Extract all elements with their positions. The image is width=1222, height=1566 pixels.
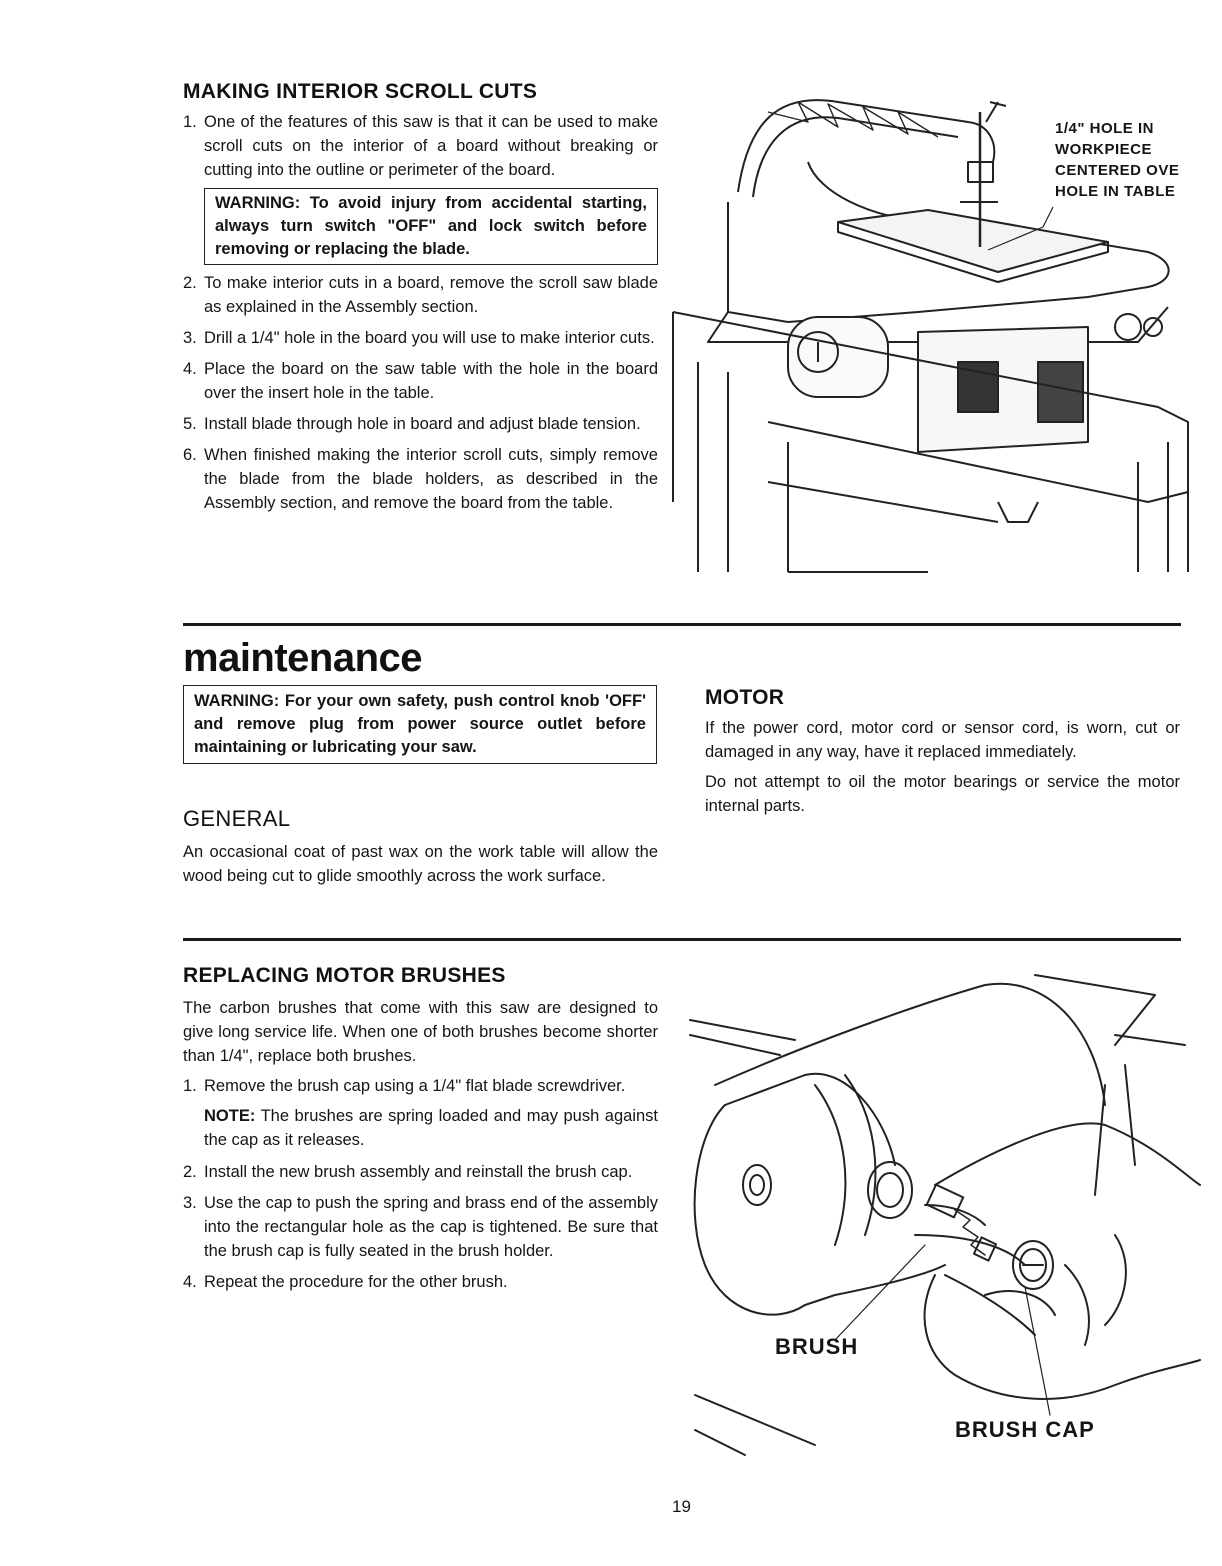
step-text: Place the board on the saw table with the hole in the board over the insert hole in the table. [204,360,658,402]
step-text: Install blade through hole in board and adjust blade tension. [204,415,641,433]
step-number: 5. [183,415,197,433]
motor-title: MOTOR [705,686,785,709]
step-text: Remove the brush cap using a 1/4" flat blade screwdriver. [204,1077,626,1095]
step-text: Drill a 1/4" hole in the board you will use to make interior cuts. [204,329,655,347]
list-item [183,1074,658,1098]
step-number: 3. [183,329,197,347]
step-text: Use the cap to push the spring and brass end of the assembly into the rectangular hole as the cap is tightened. Be sure that the brush cap is fully seated in the brush holder. [204,1194,658,1260]
list-item [183,412,658,436]
list-item [183,443,658,515]
scroll-steps-list-cont [183,271,658,515]
step-text: Repeat the procedure for the other brush. [204,1273,508,1291]
scroll-cuts-section [183,80,658,522]
general-text: An occasional coat of past wax on the work table will allow the wood being cut to glide smoothly across the work surface. [183,843,658,885]
callout-line: HOLE IN TABLE [1055,183,1176,200]
brushes-note [183,1104,658,1152]
step-number: 2. [183,1163,197,1181]
brush-label: BRUSH [775,1334,859,1359]
step-number: 3. [183,1194,197,1212]
brushes-title: REPLACING MOTOR BRUSHES [183,964,506,987]
motor-paragraph-2: Do not attempt to oil the motor bearings or service the motor internal parts. [705,773,1180,815]
note-label: NOTE: [204,1107,256,1125]
brushes-section [183,964,658,1301]
general-title: GENERAL [183,806,291,831]
scroll-warning-text: WARNING: To avoid injury from accidental starting, always turn switch "OFF" and lock switch before removing or replacing the blade. [215,194,647,258]
motor-section [705,686,1180,818]
list-item [183,326,658,350]
divider-bottom [183,938,1181,941]
brushes-intro: The carbon brushes that come with this saw are designed to give long service life. When one of both brushes become shorter than 1/4", replace both brushes. [183,999,658,1065]
list-item [183,110,658,182]
scroll-steps-list [183,110,658,182]
note-text: The brushes are spring loaded and may push against the cap as it releases. [204,1107,658,1149]
callout-line: CENTERED OVE [1055,162,1180,179]
callout-line: 1/4" HOLE IN [1055,120,1154,137]
list-item [183,357,658,405]
step-number: 6. [183,446,197,464]
page-number: 19 [672,1497,691,1516]
step-text: When finished making the interior scroll cuts, simply remove the blade from the blade holders, as described in the Assembly section, and remove the board from the table. [204,446,658,512]
maintenance-warning-box [183,685,657,764]
callout-line: WORKPIECE [1055,141,1153,158]
list-item [183,1191,658,1263]
brush-cap-label: BRUSH CAP [955,1417,1095,1442]
motor-paragraph-1: If the power cord, motor cord or sensor cord, is worn, cut or damaged in any way, have it replaced immediately. [705,719,1180,761]
step-text: One of the features of this saw is that it can be used to make scroll cuts on the interior of a board without breaking or cutting into the outline or perimeter of the board. [204,113,658,179]
scroll-cuts-title: MAKING INTERIOR SCROLL CUTS [183,80,538,103]
hole-callout [1055,118,1215,202]
step-text: To make interior cuts in a board, remove the scroll saw blade as explained in the Assembly section. [204,274,658,316]
step-number: 2. [183,274,197,292]
general-section [183,806,658,888]
brushes-steps-list-cont [183,1160,658,1294]
step-text: Install the new brush assembly and reinstall the brush cap. [204,1163,633,1181]
step-number: 4. [183,360,197,378]
list-item [183,1160,658,1184]
step-number: 1. [183,1077,197,1095]
list-item [183,271,658,319]
motor-brush-illustration [685,965,1210,1470]
divider-top [183,623,1181,626]
step-number: 4. [183,1273,197,1291]
step-number: 1. [183,113,197,131]
maintenance-warning-text: WARNING: For your own safety, push control knob 'OFF' and remove plug from power source outlet before maintaining or lubricating your saw. [194,692,646,756]
scroll-warning-box [204,188,658,265]
list-item [183,1270,658,1294]
brushes-steps-list [183,1074,658,1098]
maintenance-title: maintenance [183,636,423,680]
